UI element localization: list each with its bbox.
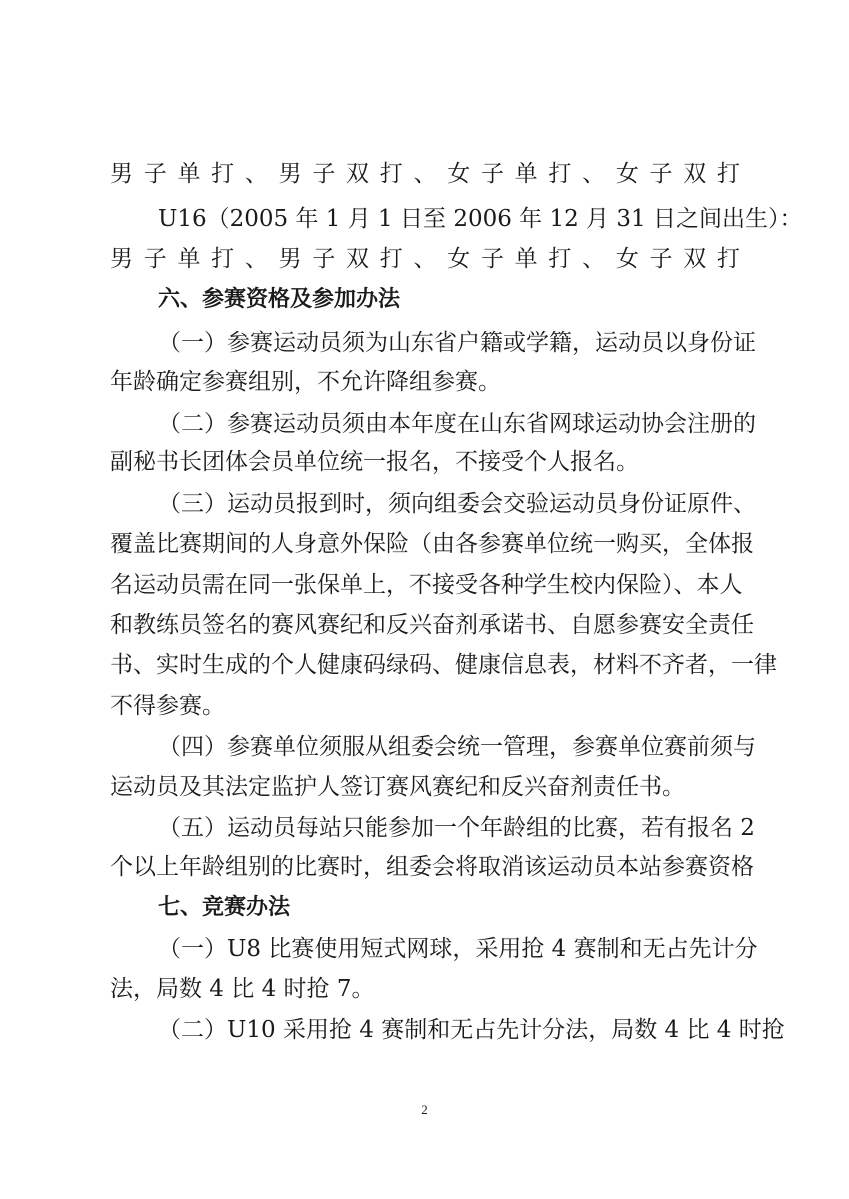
page-number: 2 xyxy=(421,1102,428,1117)
text-line: （一）参赛运动员须为山东省户籍或学籍，运动员以身份证 xyxy=(158,330,756,356)
text-line: 法，局数 4 比 4 时抢 7。 xyxy=(110,976,375,1002)
text-line: 覆盖比赛期间的人身意外保险（由各参赛单位统一购买，全体报 xyxy=(110,531,754,557)
section-heading-6: 六、参赛资格及参加办法 xyxy=(158,287,401,312)
text-line: （二）U10 采用抢 4 赛制和无占先计分法，局数 4 比 4 时抢 xyxy=(158,1017,785,1043)
text-line: 个以上年龄组别的比赛时，组委会将取消该运动员本站参赛资格 xyxy=(110,854,754,880)
section-heading-7: 七、竞赛办法 xyxy=(158,895,291,920)
text-line: （四）参赛单位须服从组委会统一管理，参赛单位赛前须与 xyxy=(158,734,756,760)
text-line: 年龄确定参赛组别，不允许降组参赛。 xyxy=(110,369,501,395)
text-line: 和教练员签名的赛风赛纪和反兴奋剂承诺书、自愿参赛安全责任 xyxy=(110,612,754,638)
text-line: U16（2005 年 1 月 1 日至 2006 年 12 月 31 日之间出生）： xyxy=(158,206,803,232)
text-line: 副秘书长团体会员单位统一报名，不接受个人报名。 xyxy=(110,449,639,475)
text-line: 男子单打、男子双打、女子单打、女子双打 xyxy=(110,246,740,272)
text-line: （五）运动员每站只能参加一个年龄组的比赛，若有报名 2 xyxy=(158,815,755,841)
text-line: 书、实时生成的个人健康码绿码、健康信息表，材料不齐者，一律 xyxy=(110,652,777,678)
text-line: （一）U8 比赛使用短式网球，采用抢 4 赛制和无占先计分 xyxy=(158,936,758,962)
text-line: 名运动员需在同一张保单上，不接受各种学生校内保险）、本人 xyxy=(110,572,743,598)
text-line: 不得参赛。 xyxy=(110,693,225,719)
text-line: （三）运动员报到时，须向组委会交验运动员身份证原件、 xyxy=(158,491,756,517)
text-line: 男子单打、男子双打、女子单打、女子双打 xyxy=(110,161,740,187)
text-line: 运动员及其法定监护人签订赛风赛纪和反兴奋剂责任书。 xyxy=(110,774,685,800)
text-line: （二）参赛运动员须由本年度在山东省网球运动协会注册的 xyxy=(158,411,756,437)
